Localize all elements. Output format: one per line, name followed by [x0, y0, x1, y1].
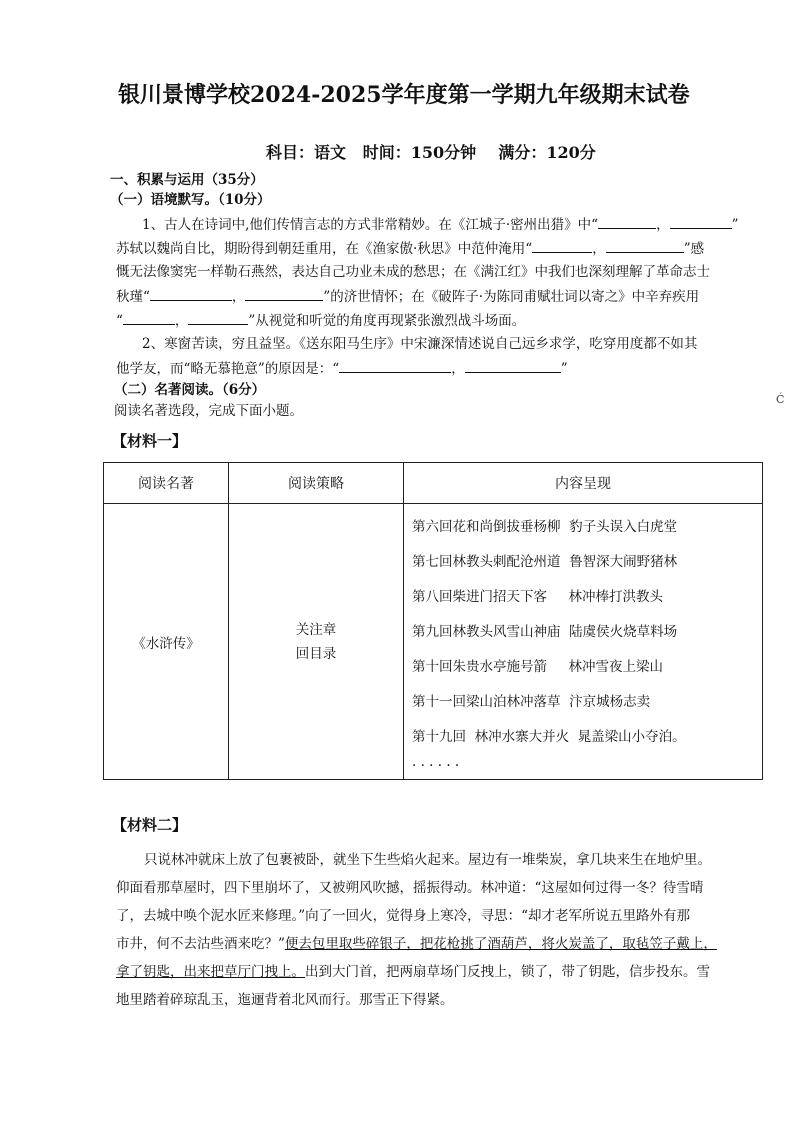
column-header: 阅读名著 — [104, 463, 229, 504]
passage-line: 只说林冲就床上放了包裹被卧，就坐下生些焰火起来。屋边有一堆柴炭，拿几块来生在地炉里。 — [144, 852, 711, 868]
q2-line-2 — [116, 358, 568, 379]
table-row — [104, 504, 763, 780]
answer-blank[interactable] — [532, 238, 592, 253]
q2-line-1: 2、寒窗苦读，穷且益坚。《送东阳马生序》中宋濂深情述说自己远乡求学，吃穿用度都不如其 — [142, 336, 698, 352]
column-header: 内容呈现 — [404, 463, 763, 504]
passage-line — [116, 962, 710, 982]
strategy-text: 回目录 — [295, 645, 337, 662]
q1-text: “ — [116, 313, 123, 329]
q1-line-5 — [116, 310, 525, 331]
answer-blank[interactable] — [123, 310, 175, 325]
material1-heading: 【材料一】 — [112, 432, 188, 450]
q1-text-a: 1、古人在诗词中,他们传情言志的方式非常精妙。在《江城子·密州出猎》中“ — [142, 217, 599, 233]
answer-blank[interactable] — [598, 214, 656, 229]
answer-blank[interactable] — [188, 310, 248, 325]
chapter-item: 第六回花和尚倒拔垂杨柳 豹子头误入白虎堂 — [412, 519, 678, 535]
chapter-item: 第九回林教头风雪山神庙 陆虞侯火烧草料场 — [412, 624, 678, 640]
answer-blank[interactable] — [606, 238, 684, 253]
chapter-item: 第十回朱贵水亭施号箭 林冲雪夜上梁山 — [412, 659, 663, 675]
q1-sep: ， — [656, 217, 670, 233]
chapter-item: 第八回柴进门招天下客 林冲棒打洪教头 — [412, 589, 663, 605]
underlined-passage: 拿了钥匙，出来把草厅门拽上。 — [116, 964, 305, 980]
underlined-passage: 便去包里取些碎银子，把花枪挑了酒葫芦，将火炭盖了，取毡笠子戴上， — [284, 936, 717, 952]
q1-sep: ， — [174, 313, 189, 329]
book-cell: 《水浒传》 — [104, 504, 229, 780]
chapter-item: 第十一回梁山泊林冲落草 汴京城杨志卖 — [412, 694, 651, 710]
material2-heading: 【材料二】 — [112, 816, 188, 834]
exam-title: 银川景博学校2024-2025学年度第一学期九年级期末试卷 — [118, 82, 690, 108]
table-header-row — [104, 463, 763, 504]
q1-text: ”的济世情怀；在《破阵子·为陈同甫赋壮词以寄之》中辛弃疾用 — [323, 289, 700, 305]
q1-sep: ， — [592, 241, 606, 257]
q1-text: 秋瑾“ — [116, 289, 150, 305]
q1-line-1 — [142, 214, 738, 235]
q1-text: ”感 — [683, 241, 705, 257]
chapters-cell — [404, 504, 763, 780]
answer-blank[interactable] — [150, 286, 232, 301]
q1-end: ” — [731, 217, 739, 233]
q1-text: 苏轼以魏尚自比，期盼得到朝廷重用，在《渔家傲·秋思》中范仲淹用“ — [116, 241, 533, 257]
answer-blank[interactable] — [339, 358, 451, 373]
part1-heading: （一）语境默写。（10分） — [110, 192, 271, 208]
column-header: 阅读策略 — [229, 463, 404, 504]
passage-line: 了，去城中唤个泥水匠来修理。”向了一回火，觉得身上寒冷，寻思：“却才老军所说五里路外有那 — [116, 908, 691, 924]
chapter-item: 第十九回 林冲水寨大并火 晁盖梁山小夺泊。 — [412, 729, 686, 745]
passage-line: 地里踏着碎琼乱玉，迤逦背着北风而行。那雪正下得紧。 — [116, 992, 454, 1008]
reading-table — [103, 462, 763, 780]
answer-blank[interactable] — [245, 286, 323, 301]
q2-text: ” — [560, 361, 568, 377]
passage-text: 市井，何不去沽些酒来吃？” — [116, 936, 285, 952]
q1-line-3: 慨无法像窦宪一样勒石燕然，表达自己功业未成的愁思；在《满江红》中我们也深刻理解了革命志士 — [116, 264, 710, 280]
q1-line-2 — [116, 238, 704, 259]
part2-instruction: 阅读名著选段，完成下面小题。 — [114, 403, 303, 419]
chapter-ellipsis: · · · · · · — [412, 758, 460, 774]
q1-sep: ， — [231, 289, 246, 305]
q2-text: 他学友，而“略无慕艳意”的原因是：“ — [116, 361, 340, 377]
answer-blank[interactable] — [465, 358, 561, 373]
passage-line: 仰面看那草屋时，四下里崩坏了，又被朔风吹撼，摇振得动。林冲道：“这屋如何过得一冬？待雪晴 — [116, 880, 704, 896]
strategy-cell — [229, 504, 404, 780]
part2-heading: （二）名著阅读。（6分） — [114, 382, 266, 398]
answer-blank[interactable] — [670, 214, 732, 229]
chapter-item: 第七回林教头刺配沧州道 鲁智深大闹野猪林 — [412, 554, 678, 570]
q2-sep: ， — [451, 361, 465, 377]
margin-mark: Ć — [776, 393, 785, 406]
q1-text: ”从视觉和听觉的角度再现紧张激烈战斗场面。 — [248, 313, 526, 329]
q1-line-4 — [116, 286, 699, 307]
section-heading: 一、积累与运用（35分） — [110, 172, 264, 188]
passage-line — [116, 934, 717, 954]
passage-text: 出到大门首，把两扇草场门反拽上，锁了，带了钥匙，信步投东。雪 — [305, 964, 710, 980]
strategy-text: 关注章 — [295, 621, 337, 638]
exam-subject-line: 科目：语文 时间：150分钟 满分：120分 — [266, 143, 596, 162]
